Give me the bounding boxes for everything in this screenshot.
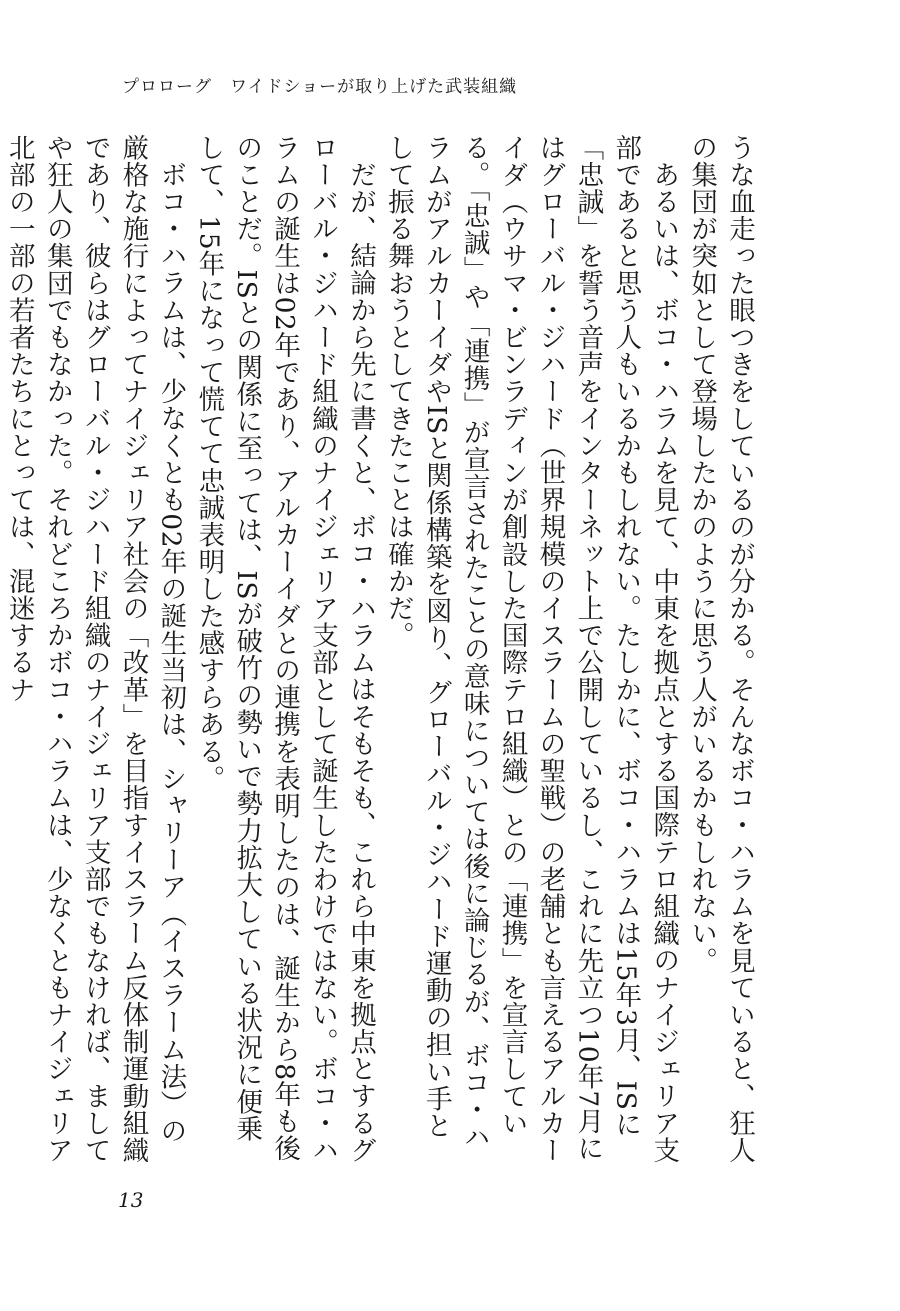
paragraph: だが、結論から先に書くと、ボコ・ハラムはそもそも、これら中東を拠点とするグローバル・ジハード組織のナイジェリア支部として誕生したわけではない。ボコ・ハラムの誕生は02年であり、アルカーイダとの連携を表明したのは、誕生から8年も後のことだ。ISとの関係に至っては、ISが破竹の勢いで勢力拡大している状況に便乗して、15年になって慌てて忠誠表明した感すらある。 (193, 134, 376, 1164)
paragraph: うな血走った眼つきをしているのが分かる。そんなボコ・ハラムを見ていると、狂人の集団が突如として登場したかのように思う人がいるかもしれない。 (686, 134, 755, 1164)
paragraph: ボコ・ハラムは、少なくとも02年の誕生当初は、シャリーア（イスラーム法）の厳格な施行によってナイジェリア社会の「改革」を目指すイスラーム反体制運動組織であり、彼らはグローバル・ジハード組織のナイジェリア支部でもなければ、ましてや狂人の集団でもなかった。それどころかボコ・ハラムは、少なくともナイジェリア北部の一部の若者たちにとっては、混迷するナ (3, 134, 187, 1164)
body-text (0, 134, 758, 1164)
page-number: 13 (118, 1188, 144, 1212)
paragraph: あるいは、ボコ・ハラムを見て、中東を拠点とする国際テロ組織のナイジェリア支部であると思う人もいるかもしれない。たしかに、ボコ・ハラムは15年3月、ISに「忠誠」を誓う音声をインターネット上で公開しているし、これに先立つ10年7月にはグローバル・ジハード（世界規模のイスラームの聖戦）の老舗とも言えるアルカーイダ（ウサマ・ビンラディンが創設した国際テロ組織）との「連携」を宣言している。「忠誠」や「連携」が宣言されたことの意味については後に論じるが、ボコ・ハラムがアルカーイダやISと関係構築を図り、グローバル・ジハード運動の担い手として振る舞おうとしてきたことは確かだ。 (382, 134, 680, 1164)
running-head: プロローグ ワイドショーが取り上げた武装組織 (122, 77, 518, 97)
